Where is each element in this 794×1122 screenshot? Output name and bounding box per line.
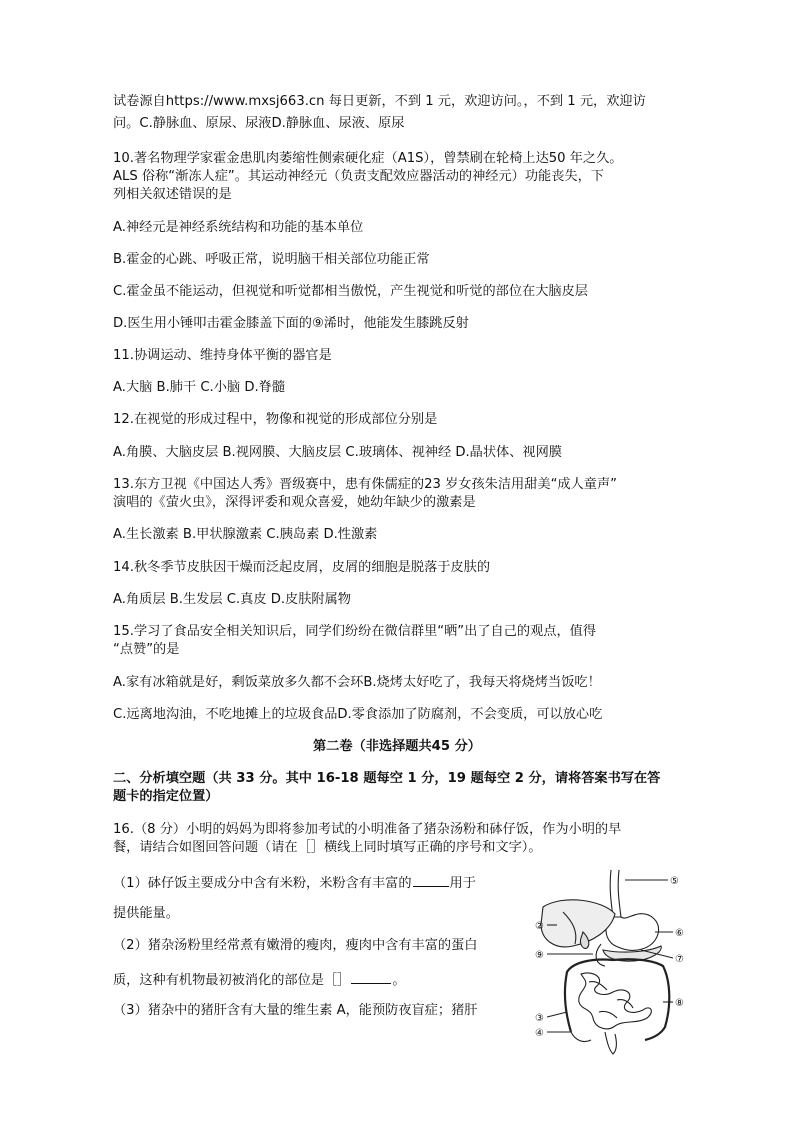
pointer-3: [547, 1012, 567, 1017]
q13-stem-2: 演唱的《萤火虫》，深得评委和观众喜爱，她幼年缺少的激素是: [113, 495, 476, 510]
q10-stem-1: 10.著名物理学家霍金患肌肉萎缩性侧索硬化症（A1S），曾禁刷在轮椅上达50 年之久。: [113, 151, 623, 166]
part-two-title: 第二卷（非选择题共45 分）: [312, 739, 481, 754]
q14-stem: 14.秋冬季节皮肤因干燥而泛起皮屑，皮屑的细胞是脱落于皮肤的: [113, 560, 491, 575]
q12-stem: 12.在视觉的形成过程中，物像和视觉的形成部位分别是: [113, 412, 438, 427]
label-9: ⑨: [535, 950, 544, 961]
q10-stem-2: ALS 俗称“渐冻人症”。其运动神经元（负责支配效应器活动的神经元）功能丧失，下: [113, 169, 604, 184]
q15-options-ab: A.家有冰箱就是好，剩饭菜放多久都不会环B.烧烤太好吃了，我每天将烧烤当饭吃！: [113, 675, 601, 690]
q10-option-b: B.霍金的心跳、呼吸正常，说明脑干相关部位功能正常: [113, 252, 430, 267]
q16-part2-line1: （2）猪杂汤粉里经常煮有嫩滑的瘦肉，瘦肉中含有丰富的蛋白: [113, 938, 478, 953]
q16-part2-line2: [113, 972, 406, 987]
label-6: ⑥: [675, 928, 684, 939]
header-line-2: 问。C.静脉血、原尿、尿液D.静脉血、尿液、原尿: [113, 116, 405, 131]
q15-stem-1: 15.学习了食品安全相关知识后，同学们纷纷在微信群里“晒”出了自己的观点，值得: [113, 624, 597, 639]
q16-stem-2: 餐，请结合如图回答问题（请在［］横线上同时填写正确的序号和文字）。: [113, 840, 542, 855]
q16-part1-text-a: （1）砵仔饭主要成分中含有米粉，米粉含有丰富的: [113, 876, 412, 891]
q16-part1-text-b: 用于: [449, 876, 476, 891]
section-two-heading-1: 二、分析填空题（共 33 分。其中 16-18 题每空 1 分，19 题每空 2 分，请将答案书写在答: [113, 771, 661, 786]
q11-stem: 11.协调运动、维持身体平衡的器官是: [113, 348, 332, 363]
q13-options: A.生长激素 B.甲状腺激素 C.胰岛素 D.性激素: [113, 527, 378, 542]
answer-blank[interactable]: [413, 875, 449, 887]
label-5: ⑤: [670, 876, 679, 887]
stomach-shape: [606, 914, 659, 951]
q16-part1-line2: 提供能量。: [113, 906, 179, 921]
q16-part2-text-b: 。: [392, 973, 406, 988]
label-2: ②: [535, 921, 544, 932]
q16-stem-1: 16.（8 分）小明的妈妈为即将参加考试的小明准备了猪杂汤粉和砵仔饭，作为小明的早: [113, 822, 622, 837]
liver-shape: [541, 900, 615, 947]
label-3: ③: [535, 1013, 544, 1024]
q15-options-cd: C.远离地沟油，不吃地摊上的垃圾食品D.零食添加了防腐剂，不会变质，可以放心吃: [113, 707, 603, 722]
q10-option-a: A.神经元是神经系统结构和功能的基本单位: [113, 220, 364, 235]
section-two-heading-2: 题卡的指定位置）: [113, 789, 219, 804]
q16-part1-line1: [113, 875, 476, 890]
q10-option-d: D.医生用小锤叩击霍金膝盖下面的⑨浠时，他能发生膝跳反射: [113, 316, 469, 331]
label-8: ⑧: [675, 998, 684, 1009]
q10-option-c: C.霍金虽不能运动，但视觉和听觉都相当傲悦，产生视觉和听觉的部位在大脑皮层: [113, 284, 588, 299]
q16-part3-line1: （3）猪杂中的猪肝含有大量的维生素 A，能预防夜盲症；猪肝: [113, 1003, 478, 1018]
q11-options: A.大脑 B.肺干 C.小脑 D.脊髓: [113, 380, 286, 395]
q13-stem-1: 13.东方卫视《中国达人秀》晋级赛中，患有侏儒症的23 岁女孩朱洁用甜美“成人童声”: [113, 477, 617, 492]
label-4: ④: [535, 1028, 544, 1039]
header-line-1: 试卷源自https://www.mxsj663.cn 每日更新，不到 1 元，欢迎访问。，不到 1 元，欢迎访: [113, 94, 646, 109]
q15-stem-2: “点赞”的是: [113, 642, 180, 657]
q14-options: A.角质层 B.生发层 C.真皮 D.皮肤附属物: [113, 592, 351, 607]
label-7: ⑦: [675, 954, 684, 965]
q10-stem-3: 列相关叙述错误的是: [113, 187, 232, 202]
answer-blank[interactable]: [351, 972, 391, 984]
q16-part2-text-a: 质，这种有机物最初被消化的部位是［］: [113, 973, 351, 988]
digestive-system-diagram: [533, 862, 698, 1057]
q12-options: A.角膜、大脑皮层 B.视网膜、大脑皮层 C.玻璃体、视神经 D.晶状体、视网膜: [113, 445, 562, 460]
